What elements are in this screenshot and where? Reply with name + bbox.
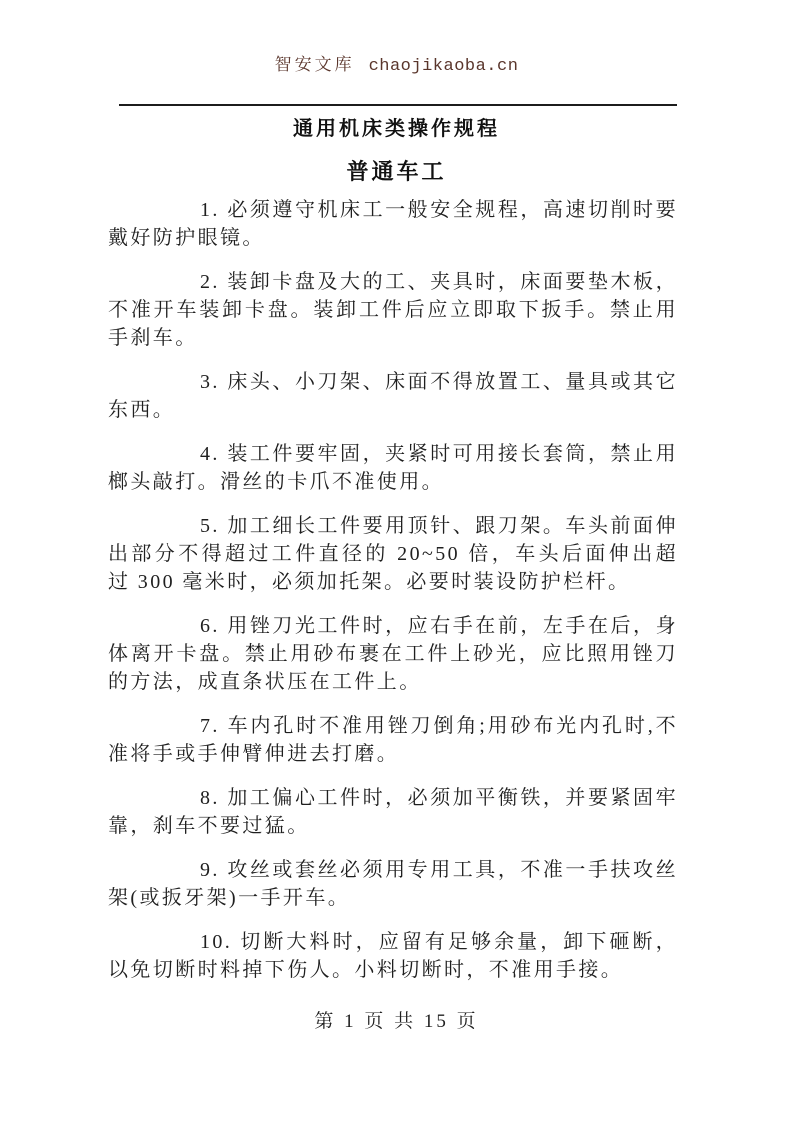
paragraph-2: 2. 装卸卡盘及大的工、夹具时，床面要垫木板，不准开车装卸卡盘。装卸工件后应立即取下扳手。禁止用手刹车。 bbox=[108, 271, 678, 349]
document-title: 通用机床类操作规程 bbox=[293, 118, 500, 140]
page-footer: 第 1 页 共 15 页 bbox=[314, 1011, 479, 1032]
paragraph-7: 7. 车内孔时不准用锉刀倒角;用砂布光内孔时,不准将手或手伸臂伸进去打磨。 bbox=[108, 715, 678, 765]
site-url: chaojikaoba.cn bbox=[368, 57, 519, 76]
paragraph-1: 1. 必须遵守机床工一般安全规程，高速切削时要戴好防护眼镜。 bbox=[108, 199, 678, 249]
paragraph-9: 9. 攻丝或套丝必须用专用工具，不准一手扶攻丝架(或扳牙架)一手开车。 bbox=[108, 859, 678, 909]
site-header bbox=[0, 50, 793, 76]
paragraph-3: 3. 床头、小刀架、床面不得放置工、量具或其它东西。 bbox=[108, 371, 678, 421]
header-divider bbox=[119, 104, 677, 106]
paragraph-8: 8. 加工偏心工件时，必须加平衡铁，并要紧固牢靠，刹车不要过猛。 bbox=[108, 787, 678, 837]
paragraph-10: 10. 切断大料时，应留有足够余量，卸下砸断，以免切断时料掉下伤人。小料切断时，不准用手接。 bbox=[108, 931, 678, 981]
document-body bbox=[108, 196, 678, 1000]
paragraph-4: 4. 装工件要牢固，夹紧时可用接长套筒，禁止用榔头敲打。滑丝的卡爪不准使用。 bbox=[108, 443, 678, 493]
paragraph-6: 6. 用锉刀光工件时，应右手在前，左手在后，身体离开卡盘。禁止用砂布裹在工件上砂光，应比照用锉刀的方法，成直条状压在工件上。 bbox=[108, 615, 678, 693]
paragraph-5: 5. 加工细长工件要用顶针、跟刀架。车头前面伸出部分不得超过工件直径的 20~50 倍，车头后面伸出超过 300 毫米时，必须加托架。必要时装设防护栏杆。 bbox=[108, 515, 678, 593]
site-name: 智安文库 bbox=[274, 55, 355, 74]
document-subtitle: 普通车工 bbox=[346, 159, 447, 184]
